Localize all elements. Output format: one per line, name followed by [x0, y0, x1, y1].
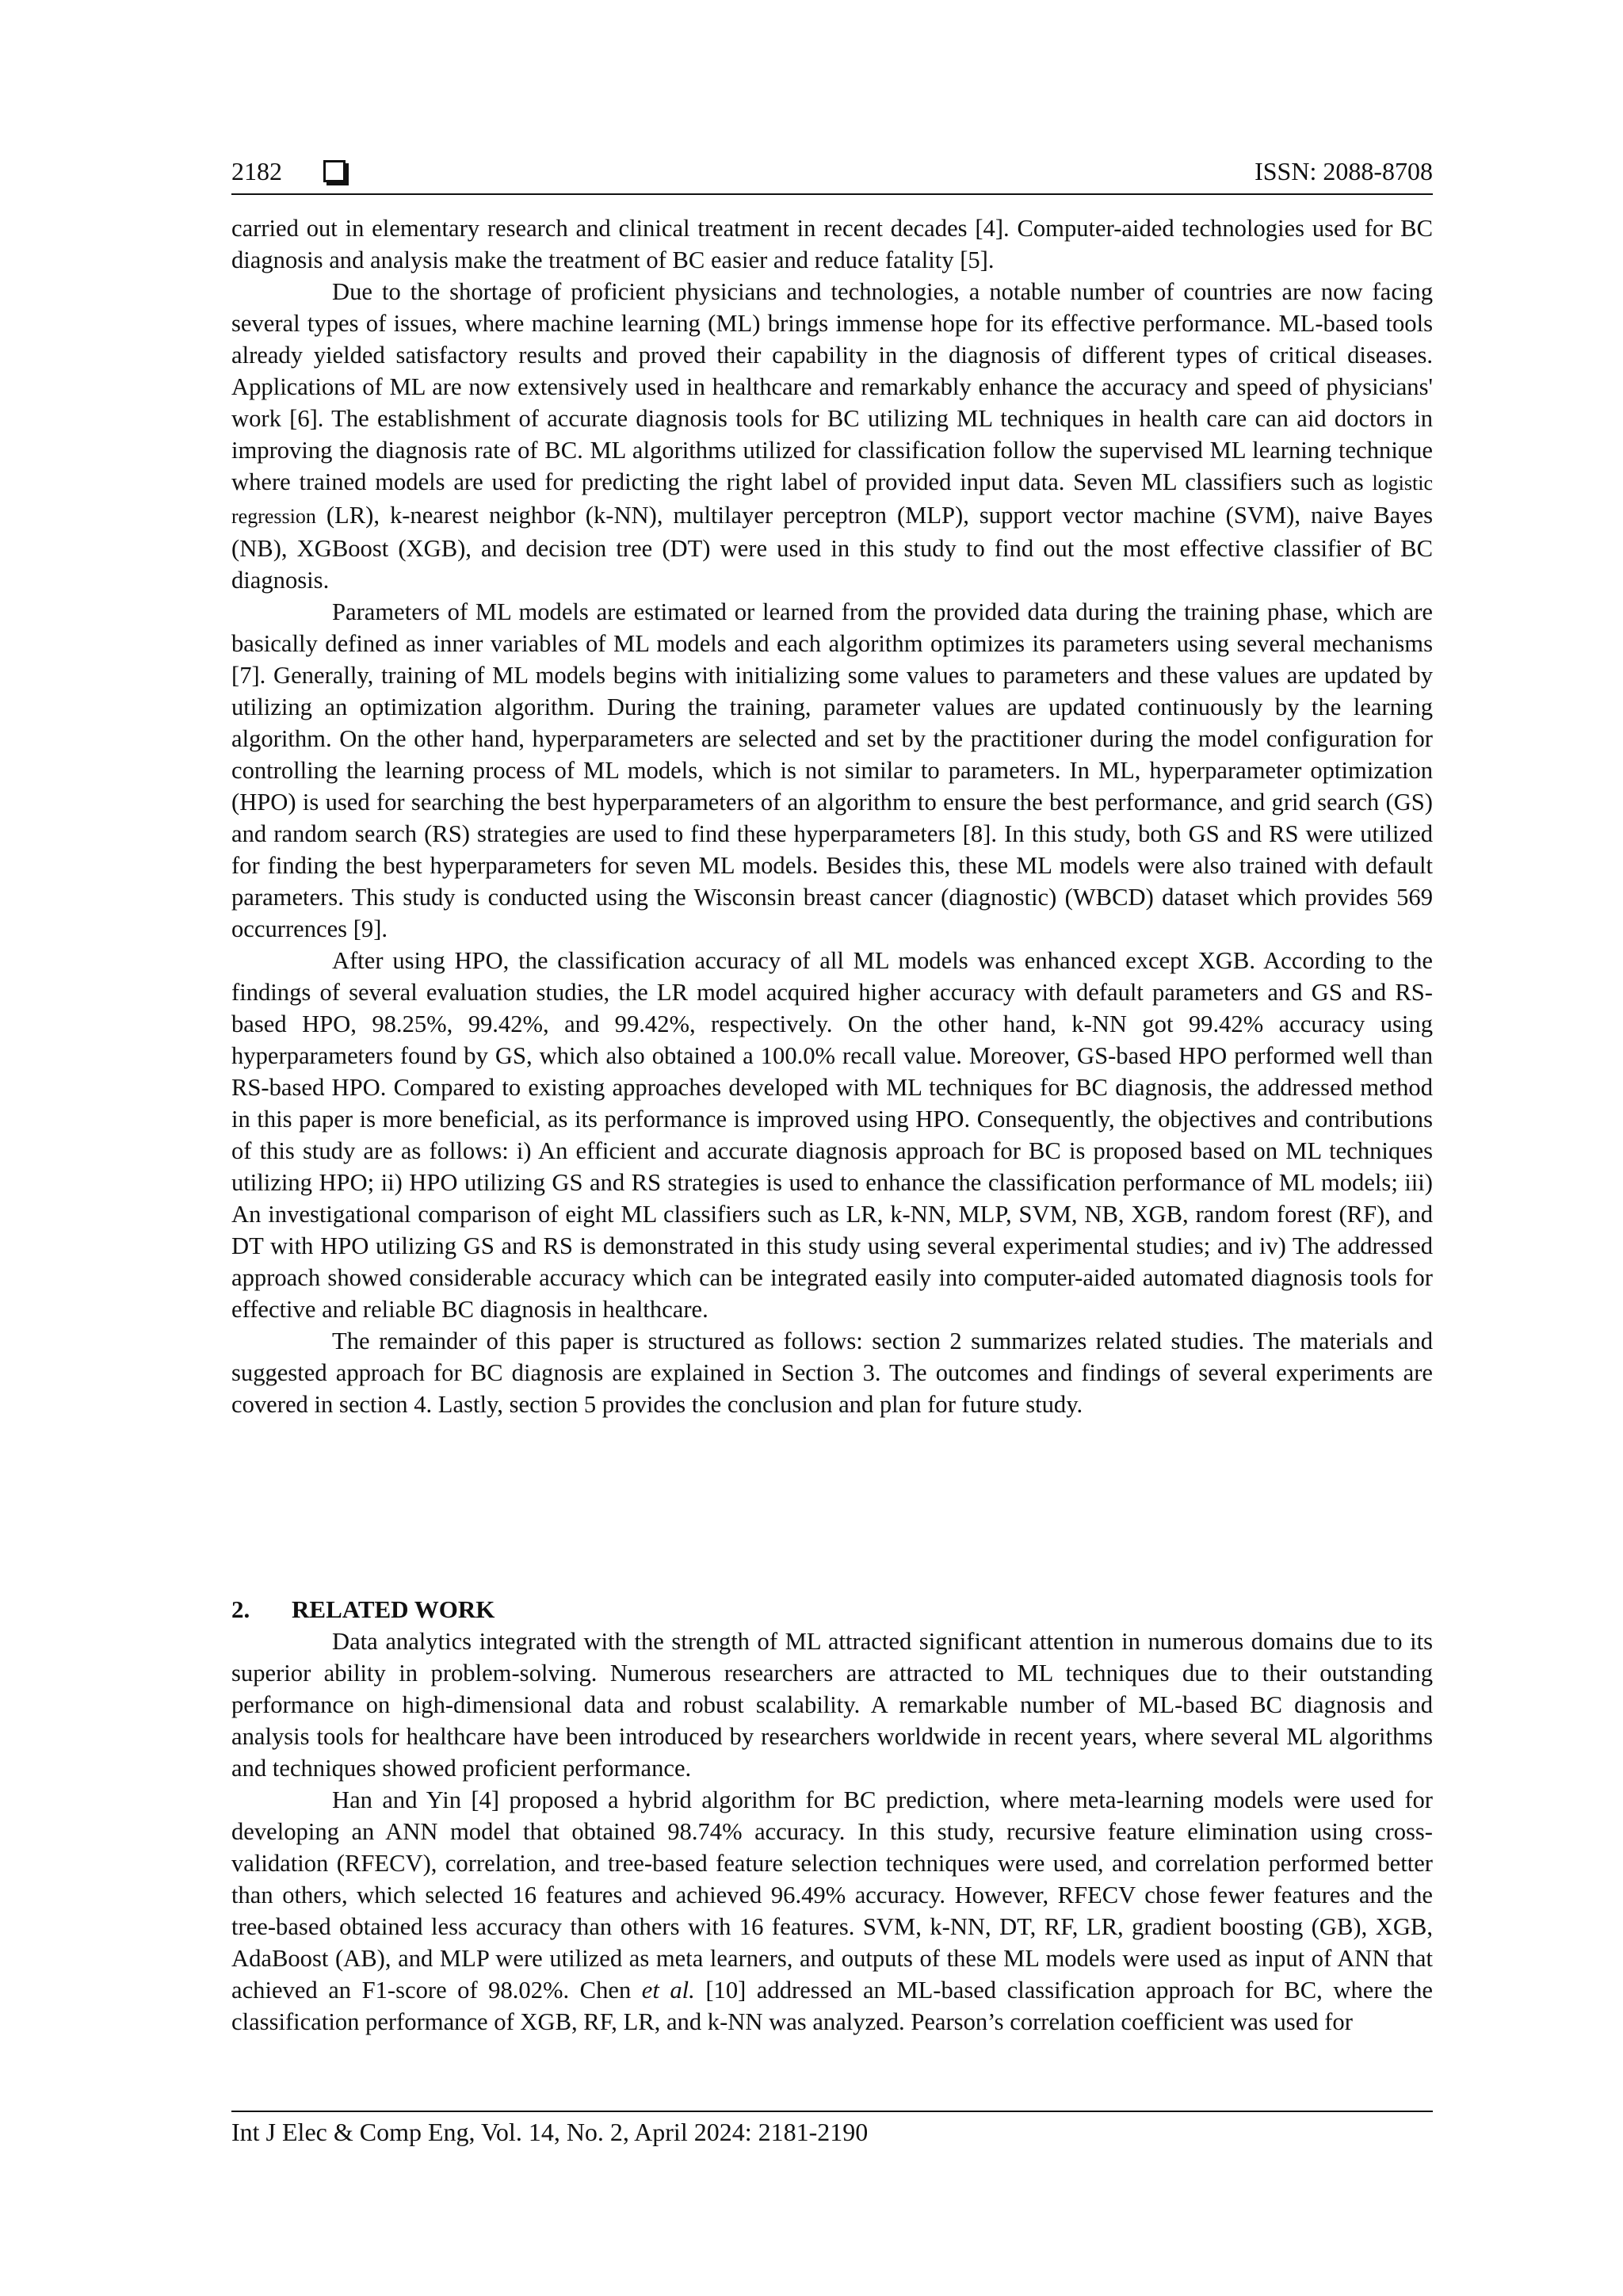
section-title: RELATED WORK — [292, 1595, 495, 1623]
paragraph-han-yin: Han and Yin [4] proposed a hybrid algorithm for BC prediction, where meta-learning models were used for developing an ANN model that obtained 98.74% accuracy. In this study, recursive feature elimination using cross-validation (RFECV), correlation, and tree-based feature selection techniques were used, and correlation performed better than others, which selected 16 features and achieved 96.49% accuracy. However, RFECV chose fewer features and the tree-based obtained less accuracy than others with 16 features. SVM, k-NN, DT, RF, LR, gradient boosting (GB), XGB, AdaBoost (AB), and MLP were utilized as meta learners, and outputs of these ML models were used as input of ANN that achieved an F1-score of 98.02%. Chen et al. [10] addressed an ML-based classification approach for BC, where the classification performance of XGB, RF, LR, and k-NN was analyzed. Pearson’s correlation coefficient was used for — [231, 1786, 1433, 2035]
checkbox-square-icon — [323, 160, 346, 182]
journal-citation: Int J Elec & Comp Eng, Vol. 14, No. 2, April 2024: 2181-2190 — [231, 2118, 869, 2146]
page-number: 2182 — [231, 157, 282, 185]
paragraph-structure: The remainder of this paper is structured as follows: section 2 summarizes related studies. The materials and suggested approach for BC diagnosis are explained in Section 3. The outcomes and findings of several experiments are covered in section 4. Lastly, section 5 provides the conclusion and plan for future study. — [231, 1328, 1433, 1418]
header-rule — [231, 193, 1433, 195]
section-number: 2. — [231, 1595, 250, 1623]
paragraph-continued: carried out in elementary research and clinical treatment in recent decades [4]. Computer-aided technologies used for BC diagnosis and analysis make the treatment of BC easier and reduce fatality [5]. — [231, 215, 1433, 273]
section-heading — [231, 1594, 495, 1626]
paragraph-parameters: Parameters of ML models are estimated or learned from the provided data during the training phase, which are basically defined as inner variables of ML models and each algorithm optimizes its parameters using several mechanisms [7]. Generally, training of ML models begins with initializing some values to parameters and these values are updated by utilizing an optimization algorithm. During the training, parameter values are updated continuously by the learning algorithm. On the other hand, hyperparameters are selected and set by the practitioner during the model configuration for controlling the learning process of ML models, which is not similar to parameters. In ML, hyperparameter optimization (HPO) is used for searching the best hyperparameters of an algorithm to ensure the best performance, and grid search (GS) and random search (RS) strategies are used to find these hyperparameters [8]. In this study, both GS and RS were utilized for finding the best hyperparameters for seven ML models. Besides this, these ML models were also trained with default parameters. This study is conducted using the Wisconsin breast cancer (diagnostic) (WBCD) dataset which provides 569 occurrences [9]. — [231, 598, 1433, 942]
paragraph-hpo-results: After using HPO, the classification accuracy of all ML models was enhanced except XGB. According to the findings of several evaluation studies, the LR model acquired higher accuracy with default parameters and GS and RS-based HPO, 98.25%, 99.42%, and 99.42%, respectively. On the other hand, k-NN got 99.42% accuracy using hyperparameters found by GS, which also obtained a 100.0% recall value. Moreover, GS-based HPO performed well than RS-based HPO. Compared to existing approaches developed with ML techniques for BC diagnosis, the addressed method in this paper is more beneficial, as its performance is improved using HPO. Consequently, the objectives and contributions of this study are as follows: i) An efficient and accurate diagnosis approach for BC is proposed based on ML techniques utilizing HPO; ii) HPO utilizing GS and RS strategies is used to enhance the classification performance of ML models; iii) An investigational comparison of eight ML classifiers such as LR, k-NN, MLP, SVM, NB, XGB, random forest (RF), and DT with HPO utilizing GS and RS is demonstrated in this study using several experimental studies; and iv) The addressed approach showed considerable accuracy which can be integrated easily into computer-aided automated diagnosis tools for effective and reliable BC diagnosis in healthcare. — [231, 947, 1433, 1323]
paragraph-data-analytics: Data analytics integrated with the strength of ML attracted significant attention in numerous domains due to its superior ability in problem-solving. Numerous researchers are attracted to ML techniques due to their outstanding performance on high-dimensional data and robust scalability. A remarkable number of ML-based BC diagnosis and analysis tools for healthcare have been introduced by researchers worldwide in recent years, where several ML algorithms and techniques showed proficient performance. — [231, 1628, 1433, 1782]
footer-rule — [231, 2111, 1433, 2112]
paragraph-ml-hope: Due to the shortage of proficient physicians and technologies, a notable number of countries are now facing several types of issues, where machine learning (ML) brings immense hope for its effective performance. ML-based tools already yielded satisfactory results and proved their capability in the diagnosis of different types of critical diseases. Applications of ML are now extensively used in healthcare and remarkably enhance the accuracy and speed of physicians' work [6]. The establishment of accurate diagnosis tools for BC utilizing ML techniques in health care can aid doctors in improving the diagnosis rate of BC. ML algorithms utilized for classification follow the supervised ML learning technique where trained models are used for predicting the right label of provided input data. Seven ML classifiers such as logistic regression (LR), k-nearest neighbor (k-NN), multilayer perceptron (MLP), support vector machine (SVM), naive Bayes (NB), XGBoost (XGB), and decision tree (DT) were used in this study to find out the most effective classifier of BC diagnosis. — [231, 278, 1433, 594]
intro-text — [231, 212, 1433, 1420]
related-work-text — [231, 1626, 1433, 2038]
running-header — [231, 155, 1433, 195]
issn: ISSN: 2088-8708 — [1254, 157, 1433, 185]
